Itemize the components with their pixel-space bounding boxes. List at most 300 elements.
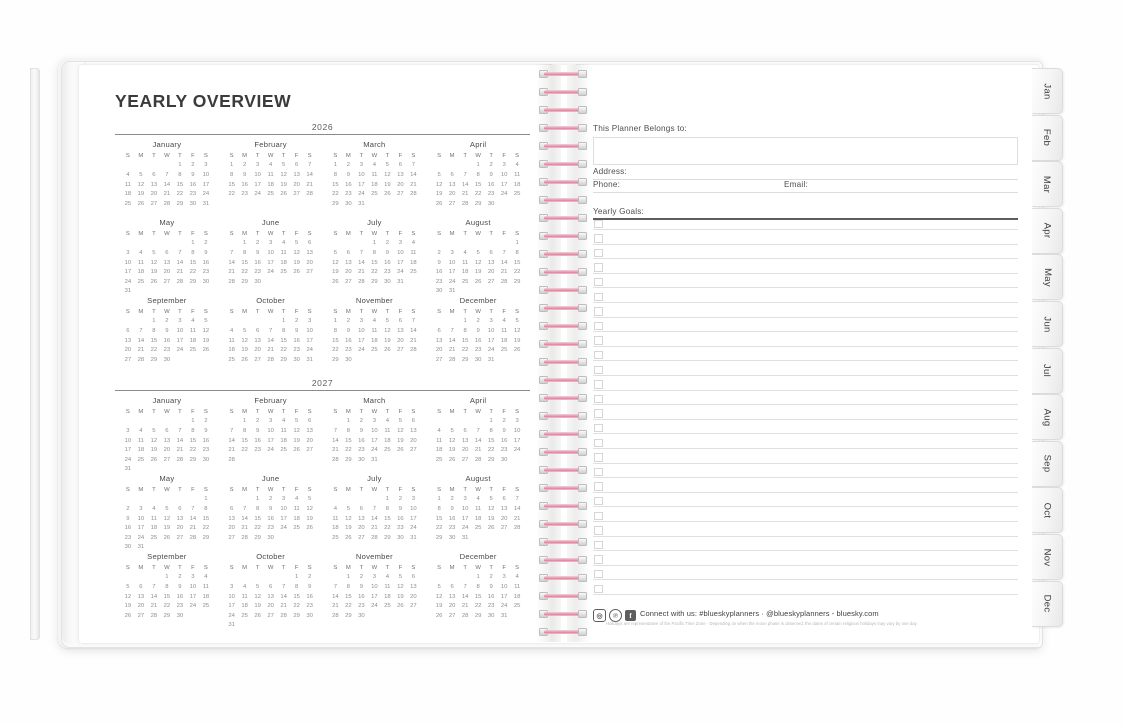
day-cell[interactable]: 8 xyxy=(204,505,208,512)
day-cell[interactable]: 12 xyxy=(202,327,210,334)
day-cell[interactable]: 10 xyxy=(189,583,197,590)
day-cell[interactable]: 3 xyxy=(463,496,467,503)
day-cell[interactable]: 5 xyxy=(281,162,286,169)
day-cell[interactable]: 17 xyxy=(461,515,469,522)
day-cell[interactable]: 1 xyxy=(463,318,467,325)
day-cell[interactable]: 26 xyxy=(280,191,287,198)
day-cell[interactable]: 10 xyxy=(410,505,417,512)
day-cell[interactable]: 14 xyxy=(280,593,287,600)
day-cell[interactable]: 2 xyxy=(346,162,351,169)
day-cell[interactable]: 21 xyxy=(306,181,313,188)
day-cell[interactable]: 19 xyxy=(150,269,158,276)
day-cell[interactable]: 13 xyxy=(397,171,404,178)
day-cell[interactable]: 2 xyxy=(204,418,208,425)
day-cell[interactable]: 8 xyxy=(178,171,182,178)
day-cell[interactable]: 20 xyxy=(254,347,261,354)
day-cell[interactable]: 17 xyxy=(228,603,235,610)
day-cell[interactable]: 29 xyxy=(189,456,197,463)
day-cell[interactable]: 1 xyxy=(242,240,247,247)
day-cell[interactable]: 14 xyxy=(150,593,158,600)
day-cell[interactable]: 19 xyxy=(397,593,404,600)
day-cell[interactable]: 1 xyxy=(489,418,493,425)
pinterest-icon[interactable]: ℗ xyxy=(609,609,622,622)
day-cell[interactable]: 7 xyxy=(268,327,273,334)
day-cell[interactable]: 11 xyxy=(514,583,521,590)
day-cell[interactable]: 31 xyxy=(487,356,495,363)
day-cell[interactable]: 6 xyxy=(450,171,454,178)
day-cell[interactable]: 21 xyxy=(410,337,417,344)
day-cell[interactable]: 11 xyxy=(384,427,391,434)
day-cell[interactable]: 7 xyxy=(463,583,467,590)
day-cell[interactable]: 28 xyxy=(280,612,287,619)
day-cell[interactable]: 27 xyxy=(176,534,184,541)
day-cell[interactable]: 17 xyxy=(202,181,210,188)
day-cell[interactable]: 11 xyxy=(462,259,469,266)
day-cell[interactable]: 23 xyxy=(435,278,443,285)
day-cell[interactable]: 22 xyxy=(474,603,482,610)
day-cell[interactable]: 6 xyxy=(268,583,273,590)
day-cell[interactable]: 18 xyxy=(150,525,158,532)
day-cell[interactable]: 1 xyxy=(281,318,286,325)
day-cell[interactable]: 24 xyxy=(189,603,197,610)
day-cell[interactable]: 9 xyxy=(126,515,130,522)
day-cell[interactable]: 9 xyxy=(191,171,195,178)
day-cell[interactable]: 6 xyxy=(307,240,312,247)
day-cell[interactable]: 9 xyxy=(450,505,454,512)
day-cell[interactable]: 5 xyxy=(152,249,156,256)
day-cell[interactable]: 16 xyxy=(500,437,508,444)
day-cell[interactable]: 26 xyxy=(241,356,248,363)
day-cell[interactable]: 25 xyxy=(189,347,197,354)
day-cell[interactable]: 8 xyxy=(463,327,467,334)
day-cell[interactable]: 20 xyxy=(306,259,313,266)
day-cell[interactable]: 5 xyxy=(398,418,403,425)
day-cell[interactable]: 1 xyxy=(255,496,260,503)
day-cell[interactable]: 18 xyxy=(202,593,210,600)
day-cell[interactable]: 29 xyxy=(332,356,339,363)
day-cell[interactable]: 5 xyxy=(437,171,441,178)
day-cell[interactable]: 11 xyxy=(501,327,508,334)
day-cell[interactable]: 20 xyxy=(448,191,456,198)
day-cell[interactable]: 19 xyxy=(397,437,404,444)
day-cell[interactable]: 11 xyxy=(280,249,287,256)
day-cell[interactable]: 4 xyxy=(126,171,130,178)
day-cell[interactable]: 15 xyxy=(150,337,158,344)
day-cell[interactable]: 8 xyxy=(346,427,351,434)
day-cell[interactable]: 8 xyxy=(165,583,169,590)
day-cell[interactable]: 7 xyxy=(229,427,234,434)
day-cell[interactable]: 19 xyxy=(474,269,482,276)
day-cell[interactable]: 30 xyxy=(306,612,313,619)
day-cell[interactable]: 4 xyxy=(515,162,519,169)
day-cell[interactable]: 13 xyxy=(293,171,300,178)
day-cell[interactable]: 24 xyxy=(267,447,274,454)
day-cell[interactable]: 6 xyxy=(139,583,143,590)
day-cell[interactable]: 17 xyxy=(371,437,378,444)
day-cell[interactable]: 1 xyxy=(346,418,351,425)
day-cell[interactable]: 4 xyxy=(463,249,467,256)
goal-checkbox[interactable] xyxy=(594,585,603,594)
day-cell[interactable]: 22 xyxy=(189,447,197,454)
month-tab-oct[interactable] xyxy=(1032,487,1063,533)
day-cell[interactable]: 4 xyxy=(372,318,377,325)
day-cell[interactable]: 2 xyxy=(398,496,403,503)
day-cell[interactable]: 12 xyxy=(513,327,521,334)
day-cell[interactable]: 26 xyxy=(124,612,132,619)
day-cell[interactable]: 16 xyxy=(176,593,184,600)
day-cell[interactable]: 2 xyxy=(359,574,364,581)
day-cell[interactable]: 13 xyxy=(163,437,171,444)
day-cell[interactable]: 21 xyxy=(332,603,339,610)
day-cell[interactable]: 12 xyxy=(332,259,339,266)
day-cell[interactable]: 18 xyxy=(384,593,391,600)
goal-write-line[interactable] xyxy=(593,565,1018,566)
day-cell[interactable]: 23 xyxy=(254,447,261,454)
day-cell[interactable]: 12 xyxy=(163,515,171,522)
day-cell[interactable]: 23 xyxy=(345,347,352,354)
day-cell[interactable]: 9 xyxy=(489,171,493,178)
day-cell[interactable]: 17 xyxy=(500,181,508,188)
day-cell[interactable]: 1 xyxy=(476,574,480,581)
day-cell[interactable]: 23 xyxy=(384,269,391,276)
day-cell[interactable]: 23 xyxy=(500,447,508,454)
day-cell[interactable]: 21 xyxy=(163,191,171,198)
day-cell[interactable]: 29 xyxy=(176,200,184,207)
day-cell[interactable]: 17 xyxy=(513,437,521,444)
day-cell[interactable]: 28 xyxy=(267,356,274,363)
day-cell[interactable]: 21 xyxy=(241,525,248,532)
day-cell[interactable]: 24 xyxy=(358,191,365,198)
day-cell[interactable]: 23 xyxy=(306,603,313,610)
day-cell[interactable]: 15 xyxy=(487,437,495,444)
day-cell[interactable]: 1 xyxy=(385,496,390,503)
day-cell[interactable]: 27 xyxy=(448,200,456,207)
month-tab-jun[interactable] xyxy=(1032,301,1063,347)
day-cell[interactable]: 6 xyxy=(346,249,351,256)
day-cell[interactable]: 28 xyxy=(306,191,313,198)
day-cell[interactable]: 19 xyxy=(163,525,171,532)
day-cell[interactable]: 13 xyxy=(306,427,313,434)
day-cell[interactable]: 8 xyxy=(476,171,480,178)
day-cell[interactable]: 19 xyxy=(306,515,313,522)
day-cell[interactable]: 18 xyxy=(124,191,132,198)
day-cell[interactable]: 25 xyxy=(435,456,443,463)
day-cell[interactable]: 23 xyxy=(241,191,248,198)
day-cell[interactable]: 29 xyxy=(241,278,248,285)
day-cell[interactable]: 5 xyxy=(242,327,247,334)
day-cell[interactable]: 28 xyxy=(228,278,235,285)
day-cell[interactable]: 3 xyxy=(359,318,364,325)
day-cell[interactable]: 8 xyxy=(152,327,156,334)
day-cell[interactable]: 13 xyxy=(410,427,417,434)
day-cell[interactable]: 1 xyxy=(346,574,351,581)
goal-checkbox[interactable] xyxy=(594,541,603,550)
day-cell[interactable]: 12 xyxy=(306,505,313,512)
day-cell[interactable]: 14 xyxy=(189,515,197,522)
day-cell[interactable]: 16 xyxy=(358,593,365,600)
day-cell[interactable]: 12 xyxy=(137,181,145,188)
day-cell[interactable]: 3 xyxy=(372,574,377,581)
day-cell[interactable]: 4 xyxy=(515,574,519,581)
day-cell[interactable]: 24 xyxy=(487,347,495,354)
day-cell[interactable]: 6 xyxy=(165,249,169,256)
phone-email-rule[interactable] xyxy=(593,192,1018,193)
day-cell[interactable]: 9 xyxy=(489,583,493,590)
day-cell[interactable]: 21 xyxy=(267,347,274,354)
goal-write-line[interactable] xyxy=(593,287,1018,288)
day-cell[interactable]: 5 xyxy=(489,496,493,503)
day-cell[interactable]: 25 xyxy=(267,191,274,198)
day-cell[interactable]: 27 xyxy=(267,612,274,619)
day-cell[interactable]: 14 xyxy=(163,181,171,188)
day-cell[interactable]: 18 xyxy=(137,269,145,276)
day-cell[interactable]: 6 xyxy=(411,418,416,425)
day-cell[interactable]: 25 xyxy=(461,278,469,285)
day-cell[interactable]: 25 xyxy=(371,347,378,354)
day-cell[interactable]: 26 xyxy=(202,347,210,354)
day-cell[interactable]: 20 xyxy=(124,347,132,354)
day-cell[interactable]: 8 xyxy=(294,583,299,590)
day-cell[interactable]: 12 xyxy=(150,259,158,266)
day-cell[interactable]: 20 xyxy=(163,447,171,454)
day-cell[interactable]: 11 xyxy=(371,171,378,178)
day-cell[interactable]: 22 xyxy=(202,525,210,532)
month-tab-may[interactable] xyxy=(1032,254,1063,300)
day-cell[interactable]: 24 xyxy=(371,447,378,454)
day-cell[interactable]: 15 xyxy=(163,593,171,600)
day-cell[interactable]: 10 xyxy=(397,249,404,256)
day-cell[interactable]: 8 xyxy=(191,249,195,256)
day-cell[interactable]: 13 xyxy=(163,259,171,266)
day-cell[interactable]: 14 xyxy=(461,181,469,188)
day-cell[interactable]: 1 xyxy=(204,496,208,503)
day-cell[interactable]: 7 xyxy=(372,505,377,512)
day-cell[interactable]: 20 xyxy=(358,525,365,532)
day-cell[interactable]: 31 xyxy=(228,622,235,629)
day-cell[interactable]: 20 xyxy=(306,437,313,444)
day-cell[interactable]: 1 xyxy=(229,162,234,169)
day-cell[interactable]: 28 xyxy=(474,456,482,463)
day-cell[interactable]: 3 xyxy=(359,162,364,169)
day-cell[interactable]: 17 xyxy=(371,593,378,600)
day-cell[interactable]: 20 xyxy=(461,447,469,454)
goal-checkbox[interactable] xyxy=(594,439,603,448)
day-cell[interactable]: 12 xyxy=(474,259,482,266)
day-cell[interactable]: 21 xyxy=(137,347,145,354)
day-cell[interactable]: 12 xyxy=(384,171,391,178)
day-cell[interactable]: 12 xyxy=(293,427,300,434)
day-cell[interactable]: 28 xyxy=(410,191,417,198)
day-cell[interactable]: 15 xyxy=(189,259,197,266)
goal-checkbox[interactable] xyxy=(594,366,603,375)
day-cell[interactable]: 16 xyxy=(202,437,210,444)
day-cell[interactable]: 12 xyxy=(384,327,391,334)
day-cell[interactable]: 10 xyxy=(371,583,378,590)
day-cell[interactable]: 29 xyxy=(293,612,300,619)
day-cell[interactable]: 24 xyxy=(124,278,132,285)
day-cell[interactable]: 8 xyxy=(333,327,338,334)
goal-write-line[interactable] xyxy=(593,229,1018,230)
day-cell[interactable]: 27 xyxy=(461,456,469,463)
day-cell[interactable]: 11 xyxy=(436,437,443,444)
goal-write-line[interactable] xyxy=(593,477,1018,478)
day-cell[interactable]: 22 xyxy=(474,191,482,198)
day-cell[interactable]: 11 xyxy=(332,515,339,522)
day-cell[interactable]: 4 xyxy=(333,505,338,512)
day-cell[interactable]: 1 xyxy=(191,418,195,425)
day-cell[interactable]: 27 xyxy=(254,356,261,363)
day-cell[interactable]: 29 xyxy=(435,534,443,541)
day-cell[interactable]: 26 xyxy=(306,525,313,532)
day-cell[interactable]: 4 xyxy=(281,418,286,425)
goal-write-line[interactable] xyxy=(593,550,1018,551)
day-cell[interactable]: 28 xyxy=(500,278,508,285)
day-cell[interactable]: 28 xyxy=(189,534,197,541)
day-cell[interactable]: 3 xyxy=(204,162,208,169)
day-cell[interactable]: 21 xyxy=(228,269,235,276)
day-cell[interactable]: 7 xyxy=(411,162,416,169)
day-cell[interactable]: 16 xyxy=(384,259,391,266)
day-cell[interactable]: 28 xyxy=(163,200,171,207)
day-cell[interactable]: 30 xyxy=(176,612,184,619)
day-cell[interactable]: 18 xyxy=(435,447,443,454)
day-cell[interactable]: 18 xyxy=(228,347,235,354)
day-cell[interactable]: 9 xyxy=(359,427,364,434)
day-cell[interactable]: 13 xyxy=(124,337,132,344)
goal-write-line[interactable] xyxy=(593,360,1018,361)
day-cell[interactable]: 15 xyxy=(384,515,391,522)
day-cell[interactable]: 28 xyxy=(150,612,158,619)
day-cell[interactable]: 21 xyxy=(513,515,521,522)
day-cell[interactable]: 9 xyxy=(476,327,480,334)
day-cell[interactable]: 29 xyxy=(474,200,482,207)
goal-checkbox[interactable] xyxy=(594,468,603,477)
day-cell[interactable]: 28 xyxy=(137,356,145,363)
day-cell[interactable]: 9 xyxy=(204,427,208,434)
day-cell[interactable]: 29 xyxy=(461,356,469,363)
day-cell[interactable]: 12 xyxy=(280,171,287,178)
day-cell[interactable]: 5 xyxy=(165,505,169,512)
day-cell[interactable]: 21 xyxy=(474,447,482,454)
day-cell[interactable]: 15 xyxy=(293,593,300,600)
day-cell[interactable]: 21 xyxy=(448,347,456,354)
day-cell[interactable]: 5 xyxy=(385,162,390,169)
day-cell[interactable]: 13 xyxy=(345,259,352,266)
goal-checkbox[interactable] xyxy=(594,322,603,331)
day-cell[interactable]: 17 xyxy=(397,259,404,266)
day-cell[interactable]: 25 xyxy=(500,347,508,354)
day-cell[interactable]: 20 xyxy=(345,269,352,276)
day-cell[interactable]: 16 xyxy=(345,181,352,188)
day-cell[interactable]: 13 xyxy=(448,181,456,188)
goal-write-line[interactable] xyxy=(593,492,1018,493)
day-cell[interactable]: 20 xyxy=(410,437,417,444)
day-cell[interactable]: 3 xyxy=(411,496,416,503)
day-cell[interactable]: 15 xyxy=(241,259,248,266)
day-cell[interactable]: 1 xyxy=(294,574,299,581)
day-cell[interactable]: 25 xyxy=(293,525,300,532)
day-cell[interactable]: 30 xyxy=(474,356,482,363)
day-cell[interactable]: 23 xyxy=(358,603,365,610)
day-cell[interactable]: 9 xyxy=(242,171,247,178)
day-cell[interactable]: 22 xyxy=(435,525,443,532)
day-cell[interactable]: 2 xyxy=(307,574,312,581)
day-cell[interactable]: 5 xyxy=(204,318,208,325)
day-cell[interactable]: 10 xyxy=(513,427,521,434)
goal-checkbox[interactable] xyxy=(594,482,603,491)
day-cell[interactable]: 1 xyxy=(372,240,377,247)
day-cell[interactable]: 15 xyxy=(332,181,339,188)
day-cell[interactable]: 6 xyxy=(489,249,493,256)
day-cell[interactable]: 26 xyxy=(513,347,521,354)
day-cell[interactable]: 16 xyxy=(345,337,352,344)
day-cell[interactable]: 2 xyxy=(255,418,260,425)
day-cell[interactable]: 27 xyxy=(293,191,300,198)
day-cell[interactable]: 24 xyxy=(124,456,132,463)
day-cell[interactable]: 30 xyxy=(345,356,352,363)
day-cell[interactable]: 3 xyxy=(281,496,286,503)
day-cell[interactable]: 16 xyxy=(474,337,482,344)
day-cell[interactable]: 30 xyxy=(397,534,404,541)
day-cell[interactable]: 3 xyxy=(126,427,130,434)
day-cell[interactable]: 13 xyxy=(176,515,184,522)
day-cell[interactable]: 1 xyxy=(333,162,338,169)
day-cell[interactable]: 10 xyxy=(371,427,378,434)
day-cell[interactable]: 21 xyxy=(500,269,508,276)
goal-write-line[interactable] xyxy=(593,258,1018,259)
day-cell[interactable]: 25 xyxy=(241,612,248,619)
day-cell[interactable]: 28 xyxy=(358,278,365,285)
day-cell[interactable]: 8 xyxy=(191,427,195,434)
day-cell[interactable]: 7 xyxy=(229,249,234,256)
day-cell[interactable]: 8 xyxy=(255,505,260,512)
day-cell[interactable]: 2 xyxy=(346,318,351,325)
day-cell[interactable]: 28 xyxy=(461,612,469,619)
day-cell[interactable]: 9 xyxy=(165,327,169,334)
day-cell[interactable]: 19 xyxy=(332,269,339,276)
day-cell[interactable]: 19 xyxy=(202,337,210,344)
day-cell[interactable]: 11 xyxy=(202,583,209,590)
day-cell[interactable]: 13 xyxy=(228,515,235,522)
day-cell[interactable]: 22 xyxy=(254,525,261,532)
day-cell[interactable]: 11 xyxy=(137,437,144,444)
day-cell[interactable]: 26 xyxy=(345,534,352,541)
day-cell[interactable]: 18 xyxy=(500,337,508,344)
day-cell[interactable]: 6 xyxy=(450,583,454,590)
day-cell[interactable]: 4 xyxy=(385,418,390,425)
day-cell[interactable]: 27 xyxy=(358,534,365,541)
day-cell[interactable]: 11 xyxy=(280,427,287,434)
day-cell[interactable]: 30 xyxy=(202,456,210,463)
day-cell[interactable]: 10 xyxy=(280,505,287,512)
day-cell[interactable]: 13 xyxy=(487,259,495,266)
day-cell[interactable]: 10 xyxy=(448,259,456,266)
day-cell[interactable]: 14 xyxy=(241,515,248,522)
day-cell[interactable]: 20 xyxy=(397,181,404,188)
day-cell[interactable]: 7 xyxy=(139,327,143,334)
day-cell[interactable]: 2 xyxy=(165,318,169,325)
day-cell[interactable]: 20 xyxy=(163,269,171,276)
goal-checkbox[interactable] xyxy=(594,512,603,521)
day-cell[interactable]: 29 xyxy=(202,534,210,541)
day-cell[interactable]: 16 xyxy=(397,515,404,522)
day-cell[interactable]: 16 xyxy=(163,337,171,344)
day-cell[interactable]: 4 xyxy=(294,496,299,503)
day-cell[interactable]: 18 xyxy=(513,181,521,188)
day-cell[interactable]: 17 xyxy=(189,593,197,600)
day-cell[interactable]: 2 xyxy=(502,418,506,425)
day-cell[interactable]: 14 xyxy=(410,171,417,178)
